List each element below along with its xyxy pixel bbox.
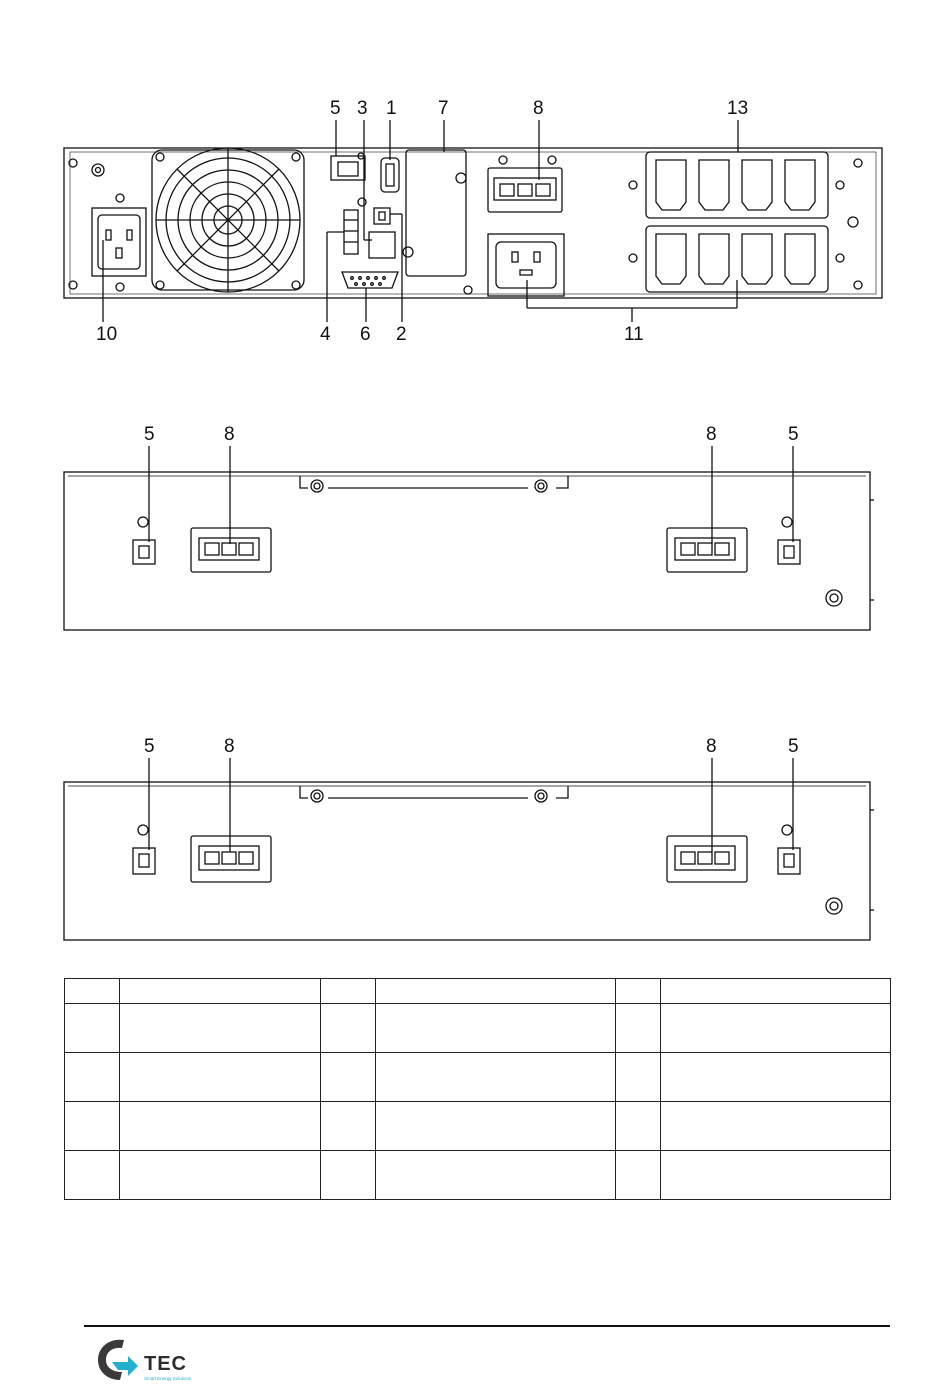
callout-5-left: 5	[144, 736, 155, 757]
logo-tagline: Smart Energy Solutions	[144, 1376, 192, 1381]
legend-table	[64, 978, 891, 1200]
table-cell	[120, 979, 321, 1004]
table-cell	[321, 1004, 376, 1053]
battery-pack-diagram-2	[0, 730, 950, 950]
rj-port-left	[133, 540, 155, 564]
ups-rear-panel-diagram	[0, 90, 950, 350]
table-cell	[120, 1151, 321, 1200]
table-cell	[616, 1102, 661, 1151]
table-cell	[616, 1004, 661, 1053]
table-cell	[616, 979, 661, 1004]
callout-8-right: 8	[706, 736, 717, 757]
table-row	[65, 1053, 891, 1102]
table-cell	[65, 1151, 120, 1200]
table-cell	[321, 979, 376, 1004]
callout-10: 10	[96, 324, 118, 345]
battery-chassis	[64, 472, 870, 630]
table-cell	[661, 979, 891, 1004]
rj-port-right	[778, 848, 800, 874]
table-cell	[321, 1102, 376, 1151]
output-c19-socket	[488, 234, 564, 296]
callout-7: 7	[438, 98, 449, 119]
table-cell	[376, 1102, 616, 1151]
ups-chassis	[64, 148, 882, 298]
battery-connector-right	[667, 836, 747, 882]
callout-8: 8	[533, 98, 544, 119]
table-cell	[376, 1004, 616, 1053]
cooling-fan	[152, 148, 304, 292]
battery-connector-left	[191, 836, 271, 882]
callout-3: 3	[357, 98, 368, 119]
table-cell	[661, 1151, 891, 1200]
table-header-row	[65, 979, 891, 1004]
external-battery-connector	[488, 156, 562, 212]
ground-screw	[826, 898, 842, 914]
table-cell	[120, 1102, 321, 1151]
table-cell	[120, 1053, 321, 1102]
logo-text: TEC	[144, 1353, 187, 1375]
table-row	[65, 1004, 891, 1053]
gtec-logo	[94, 1334, 204, 1384]
table-row	[65, 1102, 891, 1151]
table-cell	[376, 1053, 616, 1102]
table-cell	[616, 1053, 661, 1102]
table-row	[65, 1151, 891, 1200]
callout-8-left: 8	[224, 424, 235, 445]
table-cell	[661, 1004, 891, 1053]
battery-connector-right	[667, 528, 747, 572]
ground-screw	[826, 590, 842, 606]
callout-8-left: 8	[224, 736, 235, 757]
table-cell	[321, 1053, 376, 1102]
footer-divider	[84, 1325, 890, 1327]
rs232-port	[342, 272, 398, 288]
table-cell	[65, 979, 120, 1004]
callout-5-right: 5	[788, 736, 799, 757]
battery-connector-left	[191, 528, 271, 572]
table-cell	[120, 1004, 321, 1053]
callout-4: 4	[320, 324, 331, 345]
table-cell	[376, 1151, 616, 1200]
callout-1: 1	[386, 98, 397, 119]
logo-g-mark	[98, 1340, 124, 1380]
ac-input-socket	[92, 208, 146, 276]
table-cell	[616, 1151, 661, 1200]
table-cell	[661, 1053, 891, 1102]
callout-5-left: 5	[144, 424, 155, 445]
rj-port-left	[133, 848, 155, 874]
callout-2: 2	[396, 324, 407, 345]
output-outlet-group-top	[646, 152, 828, 218]
table-cell	[661, 1102, 891, 1151]
table-cell	[65, 1053, 120, 1102]
callout-8-right: 8	[706, 424, 717, 445]
callout-11: 11	[624, 324, 644, 345]
table-cell	[321, 1151, 376, 1200]
rj-port-right	[778, 540, 800, 564]
battery-pack-diagram-1	[0, 420, 950, 640]
callout-5: 5	[330, 98, 341, 119]
usb-port	[374, 208, 390, 224]
table-cell	[65, 1102, 120, 1151]
callout-6: 6	[360, 324, 371, 345]
dry-contact-terminal	[344, 210, 358, 254]
table-cell	[376, 979, 616, 1004]
table-cell	[65, 1004, 120, 1053]
parallel-port	[381, 158, 399, 192]
epo-port	[369, 232, 395, 258]
callout-13: 13	[727, 98, 749, 119]
callout-5-right: 5	[788, 424, 799, 445]
battery-chassis	[64, 782, 870, 940]
snmp-slot	[406, 150, 466, 276]
